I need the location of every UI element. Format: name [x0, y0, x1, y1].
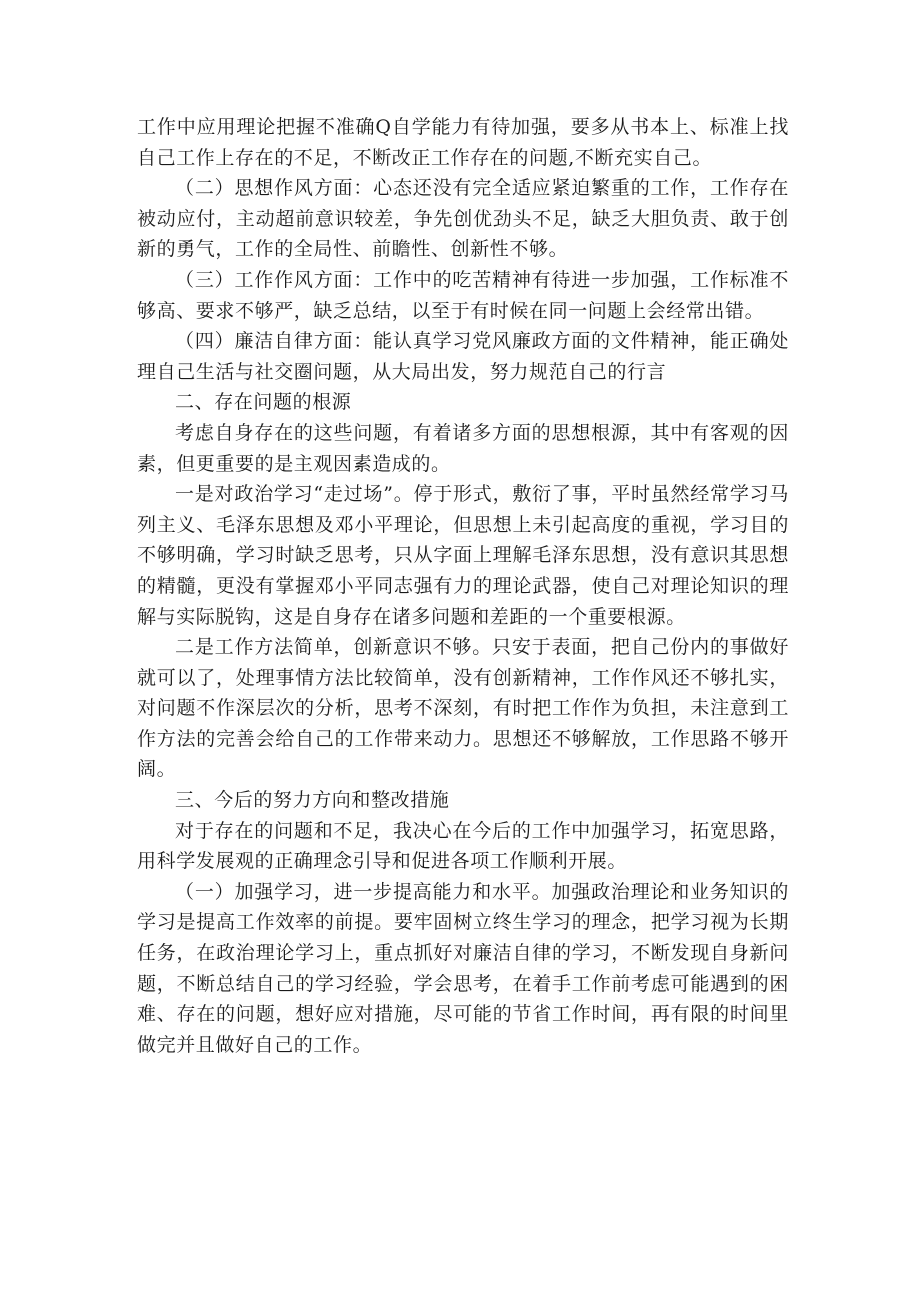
- paragraph-6: 考虑自身存在的这些问题，有着诸多方面的思想根源，其中有客观的因素，但更重要的是主观因素造成的。: [137, 421, 789, 475]
- paragraph-1: 工作中应用理论把握不准确Q自学能力有待加强，要多从书本上、标准上找自己工作上存在的不足，不断改正工作存在的问题,不断充实自己。: [137, 116, 789, 169]
- paragraph-10: 对于存在的问题和不足，我决心在今后的工作中加强学习，拓宽思路，用科学发展观的正确理念引导和促进各项工作顺利开展。: [137, 819, 789, 873]
- paragraph-3: （三）工作作风方面：工作中的吃苦精神有待进一步加强，工作标准不够高、要求不够严，缺乏总结，以至于有时候在同一问题上会经常出错。: [137, 268, 789, 322]
- paragraph-2: （二）思想作风方面：心态还没有完全适应紧迫繁重的工作，工作存在被动应付，主动超前意识较差，争先创优劲头不足，缺乏大胆负责、敢于创新的勇气，工作的全局性、前瞻性、创新性不够。: [137, 177, 789, 261]
- section-heading-3: 三、今后的努力方向和整改措施: [175, 789, 450, 812]
- paragraph-11: （一）加强学习，进一步提高能力和水平。加强政治理论和业务知识的学习是提高工作效率的前提。要牢固树立终生学习的理念，把学习视为长期任务，在政治理论学习上，重点抓好对廉洁自律的学习，不断发现自身新问题，不断总结自己的学习经验，学会思考，在着手工作前考虑可能遇到的困难、存在的问题，想好应对措施，尽可能的节省工作时间，再有限的时间里做完并且做好自己的工作。: [137, 880, 789, 1056]
- paragraph-7: 一是对政治学习“走过场”。停于形式，敷衍了事，平时虽然经常学习马列主义、毛泽东思想及邓小平理论，但思想上未引起高度的重视，学习目的不够明确，学习时缺乏思考，只从字面上理解毛泽东思想，没有意识其思想的精髓，更没有掌握邓小平同志强有力的理论武器，使自己对理论知识的理解与实际脱钩，这是自身存在诸多问题和差距的一个重要根源。: [137, 483, 789, 628]
- section-heading-2: 二、存在问题的根源: [175, 391, 352, 414]
- paragraph-8: 二是工作方法简单，创新意识不够。只安于表面，把自己份内的事做好就可以了，处理事情方法比较简单，没有创新精神，工作作风还不够扎实，对问题不作深层次的分析，思考不深刻，有时把工作作为负担，未注意到工作方法的完善会给自己的工作带来动力。思想还不够解放，工作思路不够开阔。: [137, 636, 789, 781]
- paragraph-4: （四）廉洁自律方面：能认真学习党风廉政方面的文件精神，能正确处理自己生活与社交圈问题，从大局出发，努力规范自己的行言: [137, 330, 789, 383]
- document-body: [137, 112, 789, 1060]
